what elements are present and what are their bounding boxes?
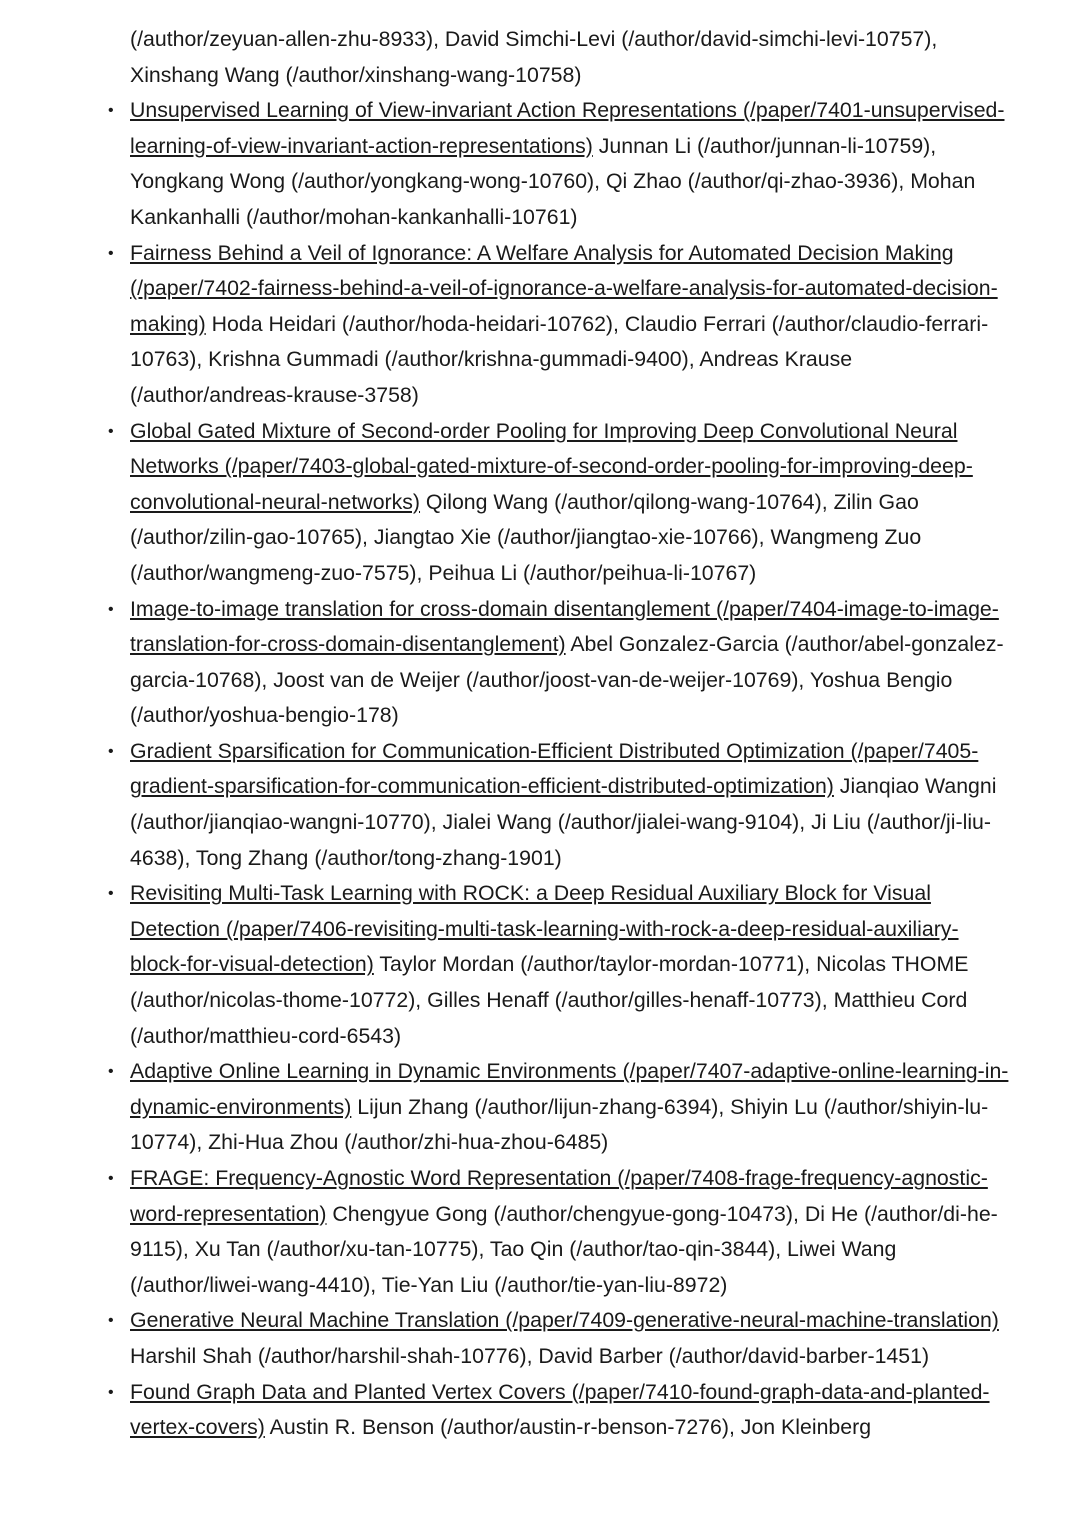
paper-authors: Austin R. Benson (/author/austin-r-benson-7276), Jon Kleinberg [264, 1415, 872, 1440]
paper-title-link[interactable]: Unsupervised Learning of View-invariant Action Representations (/paper/7401-unsupervised-learning-of-view-invariant-action-representations) [130, 98, 1005, 158]
bullet-icon: • [108, 422, 114, 440]
list-item [108, 876, 1010, 1054]
paper-authors: Qilong Wang (/author/qilong-wang-10764), Zilin Gao (/author/zilin-gao-10765), Jiangtao Xie (/author/jiangtao-xie-10766), Wangmeng Zuo (/author/wangmeng-zuo-7575), Peihua Li (/author/peihua-li-10767) [130, 489, 922, 585]
bullet-icon: • [108, 885, 114, 903]
list-item [108, 414, 1010, 592]
paper-authors: Hoda Heidari (/author/hoda-heidari-10762), Claudio Ferrari (/author/claudio-ferrari-10763), Krishna Gummadi (/author/krishna-gummadi-9400), Andreas Krause (/author/andreas-krause-3758) [130, 311, 989, 407]
list-item [108, 1161, 1010, 1303]
bullet-icon: • [108, 244, 114, 262]
list-item [108, 1303, 1010, 1374]
bullet-icon: • [108, 1383, 114, 1401]
previous-entry-continuation: (/author/zeyuan-allen-zhu-8933), David Simchi-Levi (/author/david-simchi-levi-10757), Xinshang Wang (/author/xinshang-wang-10758) [130, 27, 938, 87]
list-item [108, 93, 1010, 235]
paper-title-link[interactable]: Revisiting Multi-Task Learning with ROCK: a Deep Residual Auxiliary Block for Visual Detection (/paper/7406-revisiting-multi-task-learning-with-rock-a-deep-residual-auxiliary-block-for-visual-detection) [130, 881, 959, 977]
list-item [108, 734, 1010, 876]
paper-authors: Taylor Mordan (/author/taylor-mordan-10771), Nicolas THOME (/author/nicolas-thome-10772), Gilles Henaff (/author/gilles-henaff-10773), Matthieu Cord (/author/matthieu-cord-6543) [130, 952, 969, 1048]
paper-title-link[interactable]: Adaptive Online Learning in Dynamic Environments (/paper/7407-adaptive-online-learning-in-dynamic-environments) [130, 1059, 1009, 1119]
bullet-icon: • [108, 1312, 114, 1330]
bullet-icon: • [108, 600, 114, 618]
paper-title-link[interactable]: Gradient Sparsification for Communication-Efficient Distributed Optimization (/paper/7405-gradient-sparsification-for-communication-efficient-distributed-optimization) [130, 738, 979, 799]
paper-authors: Junnan Li (/author/junnan-li-10759), Yongkang Wong (/author/yongkang-wong-10760), Qi Zhao (/author/qi-zhao-3936), Mohan Kankanhalli (/author/mohan-kankanhalli-10761) [130, 133, 976, 229]
paper-authors: Lijun Zhang (/author/lijun-zhang-6394), Shiyin Lu (/author/shiyin-lu-10774), Zhi-Hua Zhou (/author/zhi-hua-zhou-6485) [130, 1094, 989, 1155]
paper-title-link[interactable]: Found Graph Data and Planted Vertex Covers (/paper/7410-found-graph-data-and-planted-vertex-covers) [130, 1379, 990, 1440]
list-item [108, 236, 1010, 414]
list-item [108, 1054, 1010, 1161]
bullet-icon: • [108, 1063, 114, 1081]
paper-title-link[interactable]: Generative Neural Machine Translation (/paper/7409-generative-neural-machine-translation) [130, 1308, 999, 1333]
bullet-icon: • [108, 102, 114, 120]
list-item [108, 592, 1010, 734]
paper-title-link[interactable]: FRAGE: Frequency-Agnostic Word Representation (/paper/7408-frage-frequency-agnostic-word-representation) [130, 1166, 988, 1226]
paper-title-link[interactable]: Global Gated Mixture of Second-order Pooling for Improving Deep Convolutional Neural Networks (/paper/7403-global-gated-mixture-of-second-order-pooling-for-improving-deep-convolutional-neural-networks) [130, 418, 973, 514]
paper-authors: Abel Gonzalez-Garcia (/author/abel-gonzalez-garcia-10768), Joost van de Weijer (/author/joost-van-de-weijer-10769), Yoshua Bengio (/author/yoshua-bengio-178) [130, 632, 1004, 728]
paper-authors: Jianqiao Wangni (/author/jianqiao-wangni-10770), Jialei Wang (/author/jialei-wang-9104), Ji Liu (/author/ji-liu-4638), Tong Zhang (/author/tong-zhang-1901) [130, 774, 997, 870]
bullet-icon: • [108, 742, 114, 760]
paper-title-link[interactable]: Fairness Behind a Veil of Ignorance: A Welfare Analysis for Automated Decision Making (/paper/7402-fairness-behind-a-veil-of-ignorance-a-welfare-analysis-for-automated-decision-making) [130, 240, 998, 336]
paper-list [0, 93, 1080, 1446]
paper-authors: Chengyue Gong (/author/chengyue-gong-10473), Di He (/author/di-he-9115), Xu Tan (/author/xu-tan-10775), Tao Qin (/author/tao-qin-3844), Liwei Wang (/author/liwei-wang-4410), Tie-Yan Liu (/author/tie-yan-liu-8972) [130, 1201, 998, 1297]
paper-list-page [0, 22, 1080, 1446]
bullet-icon: • [108, 1170, 114, 1187]
paper-title-link[interactable]: Image-to-image translation for cross-domain disentanglement (/paper/7404-image-to-image-translation-for-cross-domain-disentanglement) [130, 596, 999, 657]
paper-authors: Harshil Shah (/author/harshil-shah-10776), David Barber (/author/david-barber-1451) [130, 1343, 930, 1368]
list-item [108, 1375, 1010, 1446]
